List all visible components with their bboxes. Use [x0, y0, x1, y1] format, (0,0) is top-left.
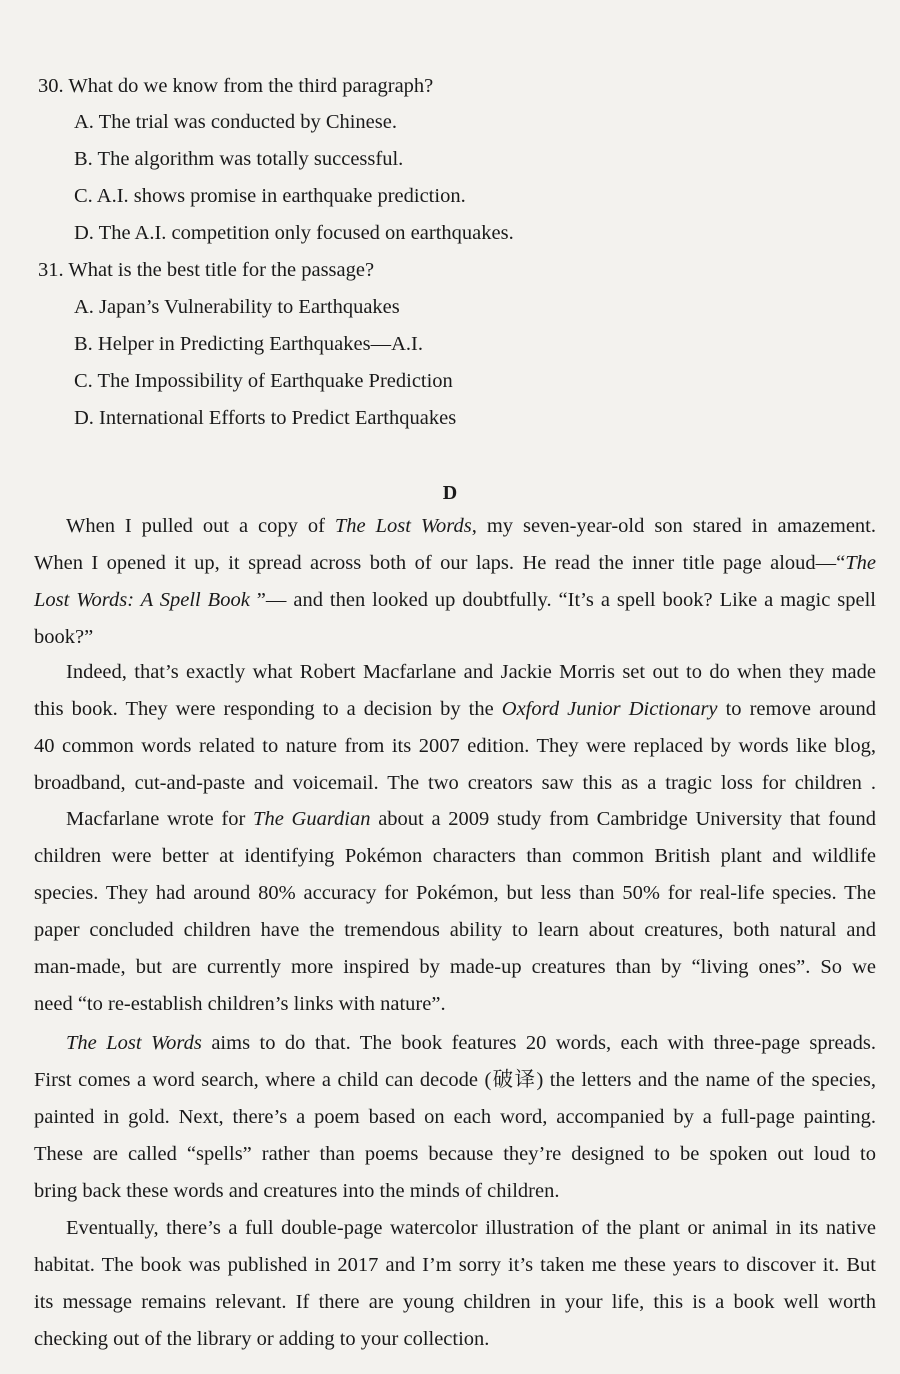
passage-line: need “to re-establish children’s links with nature”.: [34, 993, 446, 1015]
question-30-option-b: B. The algorithm was totally successful.: [74, 148, 404, 170]
book-title: The: [845, 552, 876, 574]
passage-line: habitat. The book was published in 2017 and I’m sorry it’s taken me these years to discover it. But: [34, 1254, 876, 1276]
book-subtitle: A Spell Book: [140, 589, 250, 611]
passage-line: Eventually, there’s a full double-page watercolor illustration of the plant or animal in its native: [66, 1217, 876, 1239]
passage-line: broadband, cut-and-paste and voicemail. The two creators saw this as a tragic loss for children .: [34, 772, 876, 794]
passage-line: paper concluded children have the tremendous ability to learn about creatures, both natural and: [34, 919, 876, 941]
passage-line: book?”: [34, 626, 94, 648]
passage-line: The Lost Words aims to do that. The book features 20 words, each with three-page spreads.: [66, 1032, 876, 1054]
section-heading: D: [442, 482, 458, 504]
passage-line: 40 common words related to nature from its 2007 edition. They were replaced by words like blog,: [34, 735, 876, 757]
passage-line: When I pulled out a copy of The Lost Words, my seven-year-old son stared in amazement.: [66, 515, 877, 537]
passage-line: Indeed, that’s exactly what Robert Macfarlane and Jackie Morris set out to do when they made: [66, 661, 876, 683]
passage-line: Lost Words: A Spell Book ”— and then looked up doubtfully. “It’s a spell book? Like a magic spell: [34, 589, 876, 611]
passage-line: children were better at identifying Pokémon characters than common British plant and wildlife: [34, 845, 876, 867]
question-31-stem: 31. What is the best title for the passage?: [38, 259, 375, 281]
book-title: The Lost Words: [66, 1032, 202, 1054]
passage-line: bring back these words and creatures into the minds of children.: [34, 1180, 560, 1202]
question-31-option-b: B. Helper in Predicting Earthquakes—A.I.: [74, 333, 423, 355]
passage-line: When I opened it up, it spread across both of our laps. He read the inner title page aloud—“The: [34, 552, 876, 574]
question-31-option-a: A. Japan’s Vulnerability to Earthquakes: [74, 296, 400, 318]
passage-line: These are called “spells” rather than poems because they’re designed to be spoken out loud to: [34, 1143, 876, 1165]
passage-line: this book. They were responding to a decision by the Oxford Junior Dictionary to remove around: [34, 698, 877, 720]
question-30-option-c: C. A.I. shows promise in earthquake prediction.: [74, 185, 466, 207]
passage-line: man-made, but are currently more inspired by made-up creatures than by “living ones”. So we: [34, 956, 876, 978]
passage-line: First comes a word search, where a child can decode (破译) the letters and the name of the species,: [34, 1069, 876, 1091]
passage-line: its message remains relevant. If there are young children in your life, this is a book well worth: [34, 1291, 876, 1313]
passage-line: checking out of the library or adding to your collection.: [34, 1328, 490, 1350]
passage-line: species. They had around 80% accuracy for Pokémon, but less than 50% for real-life species. The: [34, 882, 876, 904]
passage-line: painted in gold. Next, there’s a poem based on each word, accompanied by a full-page painting.: [34, 1106, 876, 1128]
question-30-stem: 30. What do we know from the third paragraph?: [38, 75, 434, 97]
book-title: Lost Words: [34, 589, 128, 611]
question-30-option-a: A. The trial was conducted by Chinese.: [74, 111, 397, 133]
dictionary-title: Oxford Junior Dictionary: [501, 698, 718, 720]
book-title: The Lost Words: [334, 515, 472, 537]
question-30-option-d: D. The A.I. competition only focused on earthquakes.: [74, 222, 514, 244]
newspaper-title: The Guardian: [253, 808, 371, 830]
question-31-option-d: D. International Efforts to Predict Earthquakes: [74, 407, 457, 429]
passage-line: Macfarlane wrote for The Guardian about a 2009 study from Cambridge University that found: [66, 808, 877, 830]
question-31-option-c: C. The Impossibility of Earthquake Prediction: [74, 370, 453, 392]
